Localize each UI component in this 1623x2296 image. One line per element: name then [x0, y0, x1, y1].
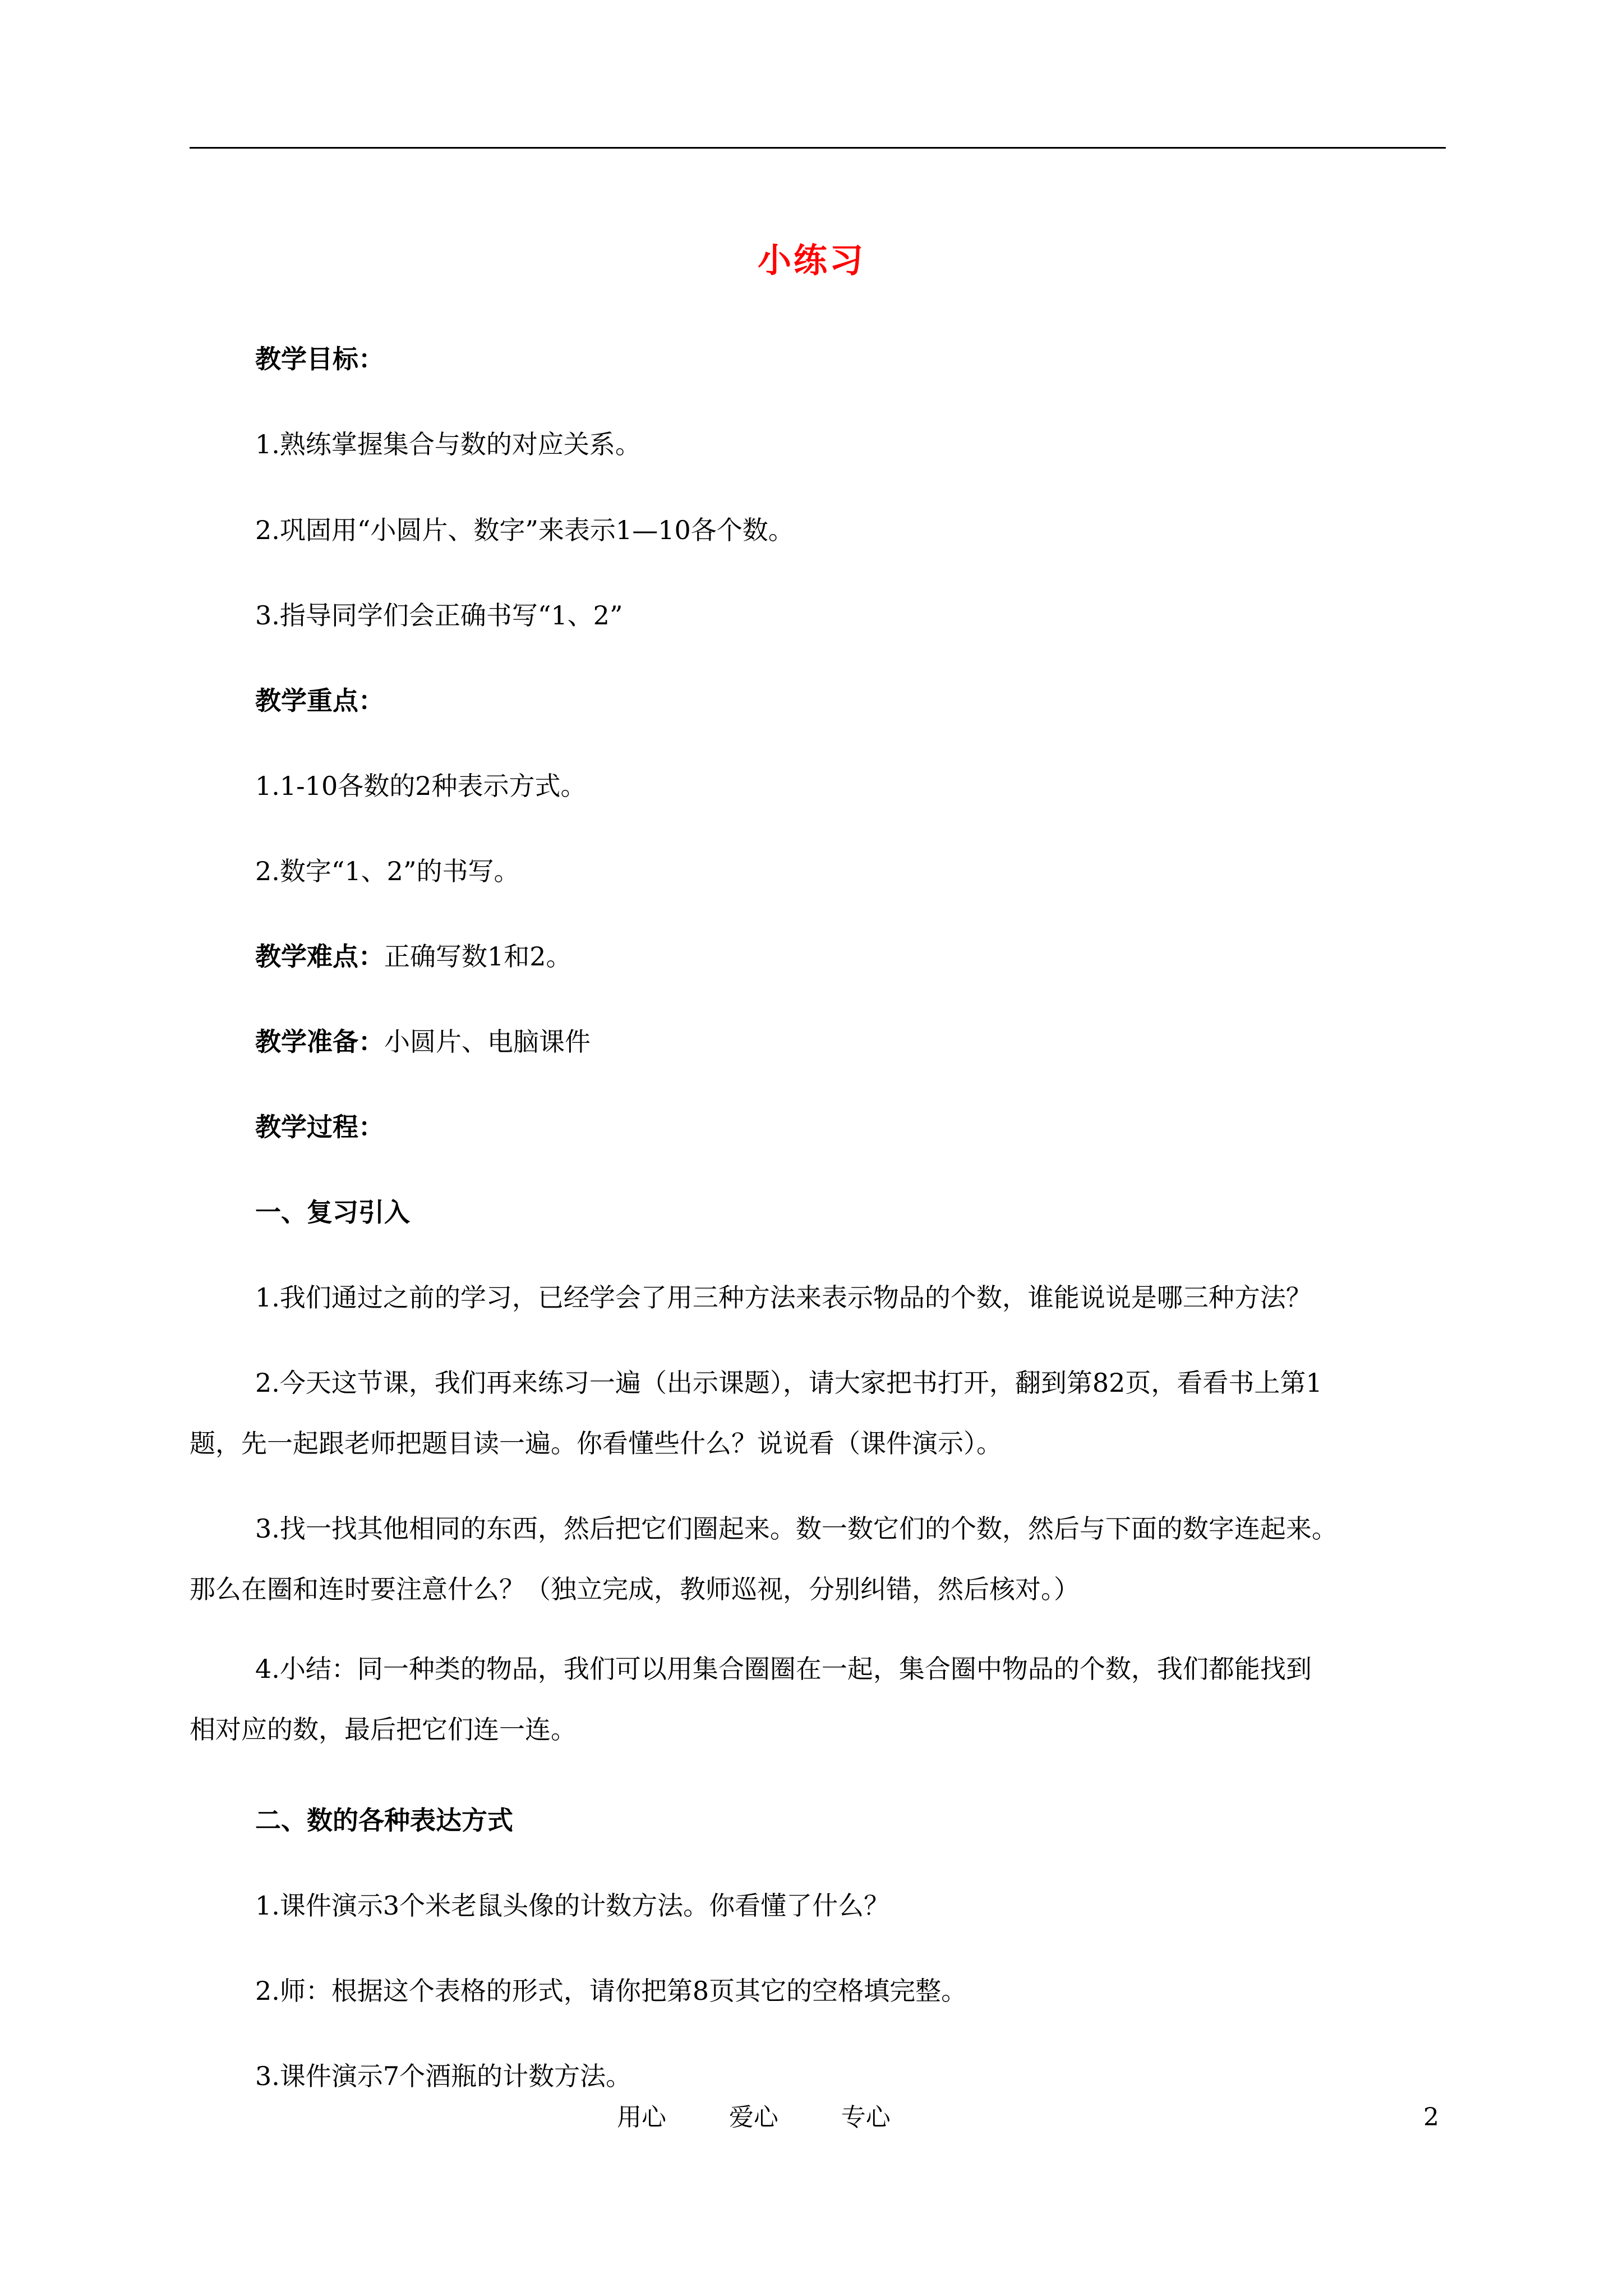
objective-item-3: 3.指导同学们会正确书写“1、2”	[255, 600, 623, 631]
footer-motto-1: 用心	[617, 2103, 666, 2132]
document-title: 小练习	[758, 241, 865, 280]
section1-paragraph-4-line-2: 相对应的数，最后把它们连一连。	[190, 1714, 577, 1745]
objective-item-2: 2.巩固用“小圆片、数字”来表示1—10各个数。	[255, 515, 794, 545]
preparation-text: 小圆片、电脑课件	[384, 1027, 591, 1057]
difficulty-text: 正确写数1和2。	[384, 941, 572, 972]
header-rule	[190, 147, 1446, 149]
footer-motto	[617, 2098, 891, 2137]
process-heading: 教学过程：	[255, 1112, 384, 1142]
preparation-label: 教学准备：	[255, 1027, 384, 1057]
key-point-item-2: 2.数字“1、2”的书写。	[255, 856, 520, 886]
difficulty-label: 教学难点：	[255, 941, 384, 972]
page-footer	[0, 2098, 1623, 2137]
preparation-line	[255, 1022, 591, 1061]
section1-paragraph-2-line-1: 2.今天这节课，我们再来练习一遍（出示课题），请大家把书打开，翻到第82页，看看书上第1	[255, 1368, 1322, 1398]
objective-item-1: 1.熟练掌握集合与数的对应关系。	[255, 429, 641, 459]
section2-paragraph-3: 3.课件演示7个酒瓶的计数方法。	[255, 2061, 632, 2091]
objectives-heading: 教学目标：	[255, 344, 384, 374]
section1-heading: 一、复习引入	[255, 1197, 410, 1227]
footer-motto-2: 爱心	[728, 2103, 778, 2132]
footer-motto-3: 专心	[841, 2103, 891, 2132]
section1-paragraph-3-line-2: 那么在圈和连时要注意什么？（独立完成，教师巡视，分别纠错，然后核对。）	[190, 1574, 1080, 1604]
section2-heading: 二、数的各种表达方式	[255, 1805, 513, 1835]
page-number: 2	[1423, 2103, 1439, 2132]
section1-paragraph-4-line-1: 4.小结：同一种类的物品，我们可以用集合圈圈在一起，集合圈中物品的个数，我们都能找到	[255, 1654, 1312, 1684]
key-points-heading: 教学重点：	[255, 685, 384, 716]
section1-paragraph-1: 1.我们通过之前的学习，已经学会了用三种方法来表示物品的个数，谁能说说是哪三种方法？	[255, 1282, 1312, 1313]
section1-paragraph-3-line-1: 3.找一找其他相同的东西，然后把它们圈起来。数一数它们的个数，然后与下面的数字连起来。	[255, 1513, 1338, 1544]
difficulty-line	[255, 937, 572, 976]
section1-paragraph-2-line-2: 题，先一起跟老师把题目读一遍。你看懂些什么？说说看（课件演示）。	[190, 1428, 1002, 1458]
section2-paragraph-1: 1.课件演示3个米老鼠头像的计数方法。你看懂了什么？	[255, 1890, 890, 1921]
section2-paragraph-2: 2.师：根据这个表格的形式，请你把第8页其它的空格填完整。	[255, 1976, 967, 2006]
key-point-item-1: 1.1-10各数的2种表示方式。	[255, 771, 587, 801]
